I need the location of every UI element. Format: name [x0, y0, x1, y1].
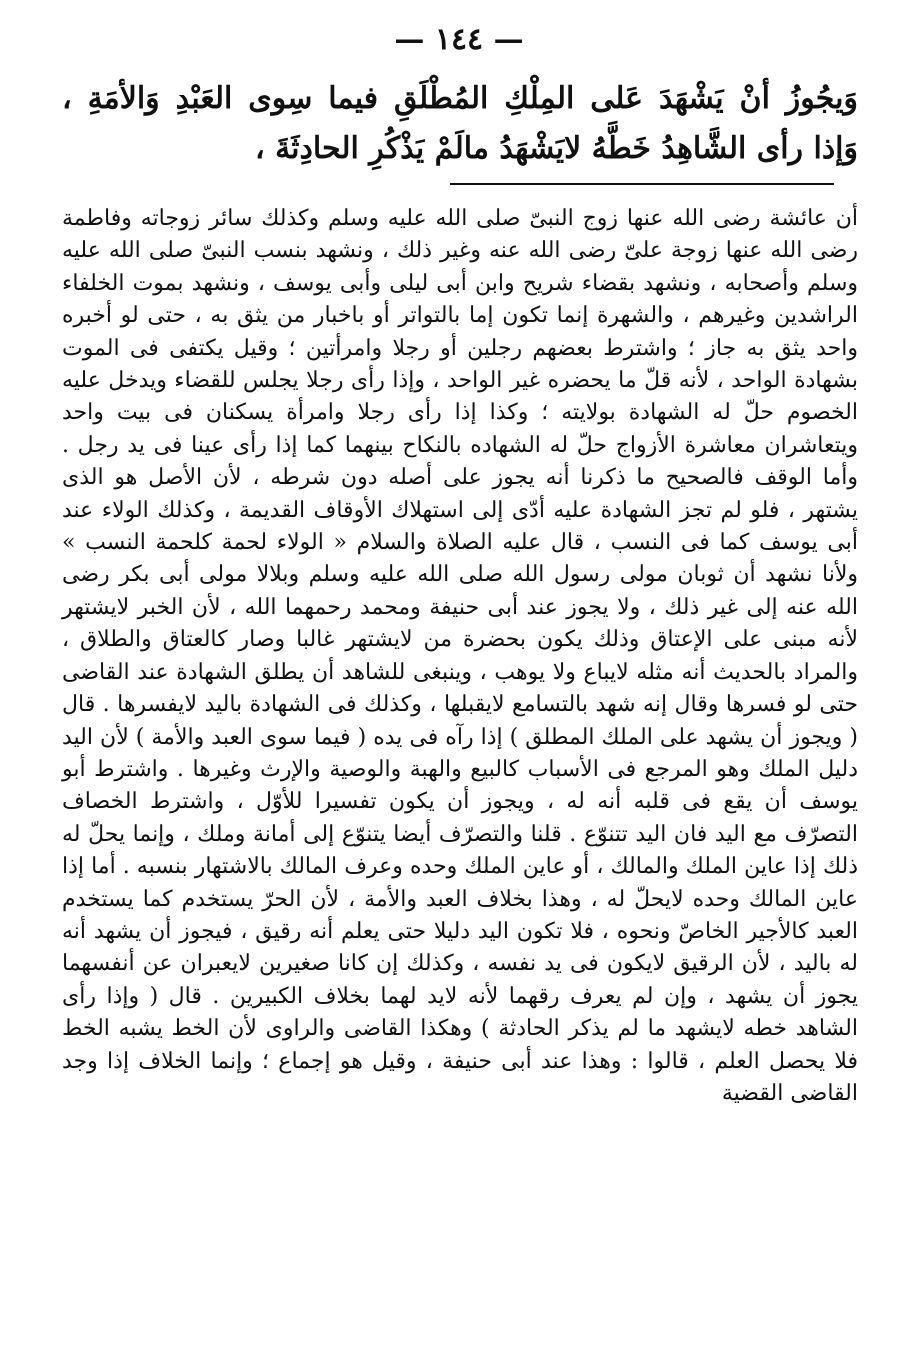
main-text-matn: وَيجُوزُ أنْ يَشْهَدَ عَلى المِلْكِ المُطْلَقِ فيما سِوى العَبْدِ وَالأمَةِ ، وَإذا رأى الشَّاهِدُ خَطَّهُ لايَشْهَدُ مالَمْ يَذْكُرِ الحادِثَةَ ،: [62, 81, 858, 166]
page-number: — ١٤٤ —: [394, 22, 524, 57]
commentary-text: أن عائشة رضى الله عنها زوج النبىّ صلى الله عليه وسلم وكذلك سائر زوجاته وفاطمة رضى الله عنها زوجة علىّ رضى الله عنه وغير ذلك ، ونشهد بنسب النبىّ صلى الله عليه وسلم وأصحابه ، ونشهد بقضاء شريح وابن أبى ليلى وأبى يوسف ، ونشهد بموت الخلفاء الراشدين وغيرهم ، والشهرة إنما تكون إما بالتواتر أو باخبار من يثق به ، حتى لو أخبره واحد يثق به جاز ؛ واشترط بعضهم رجلين أو رجلا وامرأتين ؛ وقيل يكتفى فى الموت بشهادة الواحد ، لأنه قلّ ما يحضره غير الواحد ، وإذا رأى رجلا يجلس للقضاء ويدخل عليه الخصوم حلّ له الشهادة بولايته ؛ وكذا إذا رأى رجلا وامرأة يسكنان فى بيت واحد ويتعاشران معاشرة الأزواج حلّ له الشهاده بالنكاح بينهما كما إذا رأى عينا فى يد رجل . وأما الوقف فالصحيح ما ذكرنا أنه يجوز على أصله دون شرطه ، لأن الأصل هو الذى يشتهر ، فلو لم تجز الشهادة عليه أدّى إلى استهلاك الأوقاف القديمة ، وكذلك الولاء عند أبى يوسف كما فى النسب ، قال عليه الصلاة والسلام « الولاء لحمة كلحمة النسب » ولأنا نشهد أن ثوبان مولى رسول الله صلى الله عليه وسلم وبلالا مولى أبى بكر رضى الله عنه إلى غير ذلك ، ولا يجوز عند أبى حنيفة ومحمد رحمهما الله ، لأن الخبر لايشتهر لأنه مبنى على الإعتاق وذلك يكون بحضرة من لايشتهر غالبا وصار كالعتاق والطلاق ، والمراد بالحديث أنه مثله لايباع ولا يوهب ، وينبغى للشاهد أن يطلق الشهادة عند القاضى حتى لو فسرها وقال إنه شهد بالتسامع لايقبلها ، وكذلك فى الشهادة باليد لايفسرها . قال ( ويجوز أن يشهد على الملك المطلق ) إذا رآه فى يده ( فيما سوى العبد والأمة ) لأن اليد دليل الملك وهو المرجع فى الأسباب كالبيع والهبة والوصية والإرث وغيرها . واشترط أبو يوسف أن يقع فى قلبه أنه له ، ويجوز أن يكون تفسيرا للأوّل ، واشترط الخصاف التصرّف مع اليد فان اليد تتنوّع . قلنا والتصرّف أيضا يتنوّع إلى أمانة وملك ، وإنما يحلّ له ذلك إذا عاين الملك والمالك ، أو عاين الملك وحده وعرف المالك بالاشتهار بنسبه . أما إذا عاين المالك وحده لايحلّ له ، وهذا بخلاف العبد والأمة ، لأن الحرّ يستخدم كما يستخدم العبد كالأجير الخاصّ ونحوه ، فلا تكون اليد دليلا حتى يعلم أنه رقيق ، فيجوز أن يشهد أنه له باليد ، لأن الرقيق لايكون فى يد نفسه ، وكذلك إن كانا صغيرين لايعبران عن أنفسهما يجوز أن يشهد ، وإن لم يعرف رقهما لأنه لايد لهما بخلاف الكبيرين . قال ( وإذا رأى الشاهد خطه لايشهد ما لم يذكر الحادثة ) وهكذا القاضى والراوى لأن الخط يشبه الخط فلا يحصل العلم ، قالوا : وهذا عند أبى حنيفة ، وقيل هو إجماع ؛ وإنما الخلاف إذا وجد القاضى القضية: [62, 206, 858, 1106]
section-divider: [450, 183, 834, 185]
